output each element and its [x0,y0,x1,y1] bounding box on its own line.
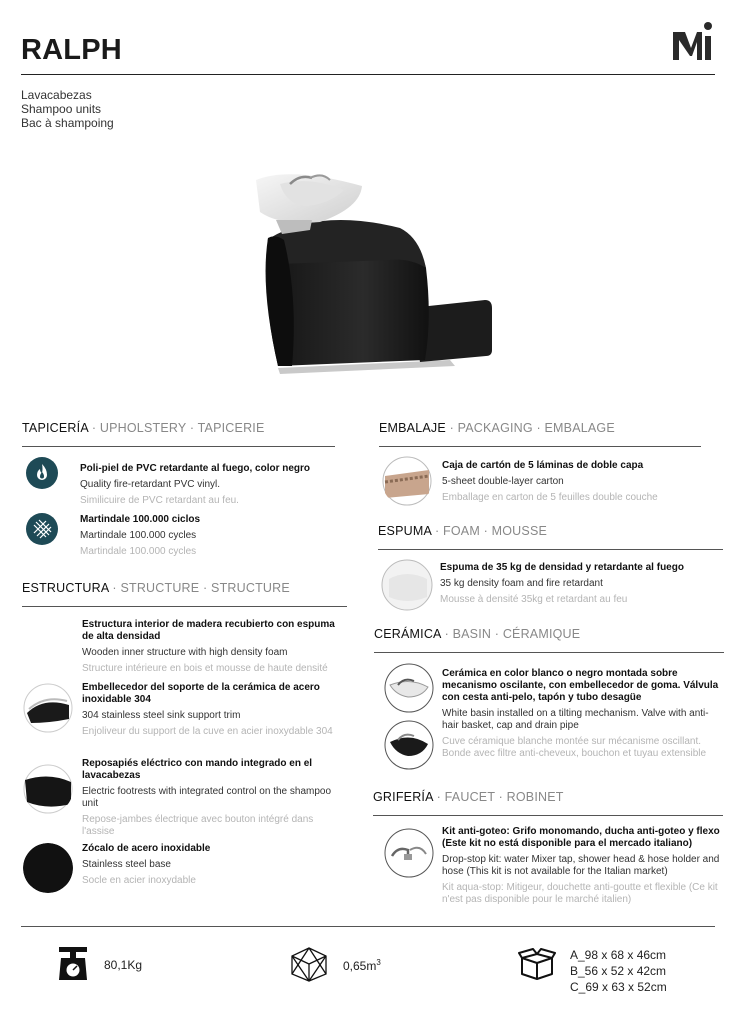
foam-fr: Mousse à densité 35kg et retardant au feu [440,594,628,605]
volume-exponent: 3 [376,958,381,967]
steel-base-es: Zócalo de acero inoxidable [82,843,211,854]
packaging-title: EMBALAJE [379,421,446,435]
upholstery-title-rest: · UPHOLSTERY · TAPICERIE [88,421,265,435]
packaging-en: 5-sheet double-layer carton [442,476,564,487]
structure-heading [22,581,290,595]
dimension-a: A_98 x 68 x 46cm [570,948,667,962]
foam-item [440,562,730,606]
footrest-thumbnail [23,764,73,814]
basin-title-rest: · BASIN · CÉRAMIQUE [440,627,581,641]
martindale-icon [26,513,58,545]
upholstery-en: Quality fire-retardant PVC vinyl. [80,479,221,490]
sink-trim-en: 304 stainless steel sink support trim [82,710,241,721]
subtitle-es: Lavacabezas [21,88,92,102]
faucet-en: Drop-stop kit: water Mixer tap, shower head & hose holder and hose (This kit is not available for the Italian market) [442,854,720,877]
structure-divider [22,606,347,607]
subtitle-en: Shampoo units [21,102,102,116]
faucet-heading [373,790,564,804]
faucet-title: GRIFERÍA [373,790,433,804]
faucet-item [442,826,724,906]
basin-es: Cerámica en color blanco o negro montada sobre mecanismo oscilante, con embellecedor de goma. Válvula con cesta anti-pelo, tapón y tubo desagüe [442,668,719,703]
packaging-fr: Emballage en carton de 5 feuilles double couche [442,492,658,503]
structure-item [82,682,344,738]
foam-heading [378,524,547,538]
structure-fr: Structure intérieure en bois et mousse de haute densité [82,663,328,674]
packaging-es: Caja de cartón de 5 láminas de doble capa [442,460,644,471]
box-dimensions-icon [518,948,556,980]
dimension-c: C_69 x 63 x 52cm [570,980,667,994]
sink-trim-fr: Enjoliveur du support de la cuve en acier inoxydable 304 [82,726,333,737]
page-title: RALPH [21,34,122,66]
footrest-es: Reposapiés eléctrico con mando integrado en el lavacabezas [82,758,313,781]
sink-trim-es: Embellecedor del soporte de la cerámica de acero inoxidable 304 [82,682,320,705]
foam-title-rest: · FOAM · MOUSSE [431,524,548,538]
structure-item [82,758,344,838]
carton-thumbnail [382,456,432,506]
structure-es: Estructura interior de madera recubierto con espuma de alta densidad [82,619,335,642]
packaging-heading [379,421,615,435]
basin-heading [374,627,580,641]
header-divider [21,74,715,75]
faucet-fr: Kit aqua-stop: Mitigeur, douchette anti-goutte et flexible (Ce kit n'est pas disponible pour le marché italien) [442,882,718,905]
product-image [250,168,498,383]
volume-number: 0,65m [343,959,377,973]
basin-en: White basin installed on a tilting mechanism. Valve with anti-hair basket, cap and drain pipe [442,708,709,731]
sink-trim-thumbnail [23,683,73,733]
martindale-es: Martindale 100.000 ciclos [80,514,201,525]
basin-fr: Cuve céramique blanche montée sur mécanisme oscillant. Bonde avec filtre anti-cheveux, bouchon et tuyau extensible [442,736,707,759]
packaging-title-rest: · PACKAGING · EMBALAGE [445,421,615,435]
basin-title: CERÁMICA [374,627,441,641]
martindale-en: Martindale 100.000 cycles [80,530,197,541]
brand-logo [671,20,715,64]
upholstery-fr: Similicuire de PVC retardant au feu. [80,495,239,506]
packaging-divider [379,446,701,447]
martindale-fr: Martindale 100.000 cycles [80,546,197,557]
foam-thumbnail [381,559,433,611]
dimension-b: B_56 x 52 x 42cm [570,964,667,978]
faucet-title-rest: · FAUCET · ROBINET [432,790,564,804]
weight-value: 80,1Kg [104,958,143,972]
dimensions-list [570,947,667,995]
upholstery-item [80,514,340,558]
packaging-item [442,460,722,504]
foam-es: Espuma de 35 kg de densidad y retardante al fuego [440,562,684,573]
upholstery-title: TAPICERÍA [22,421,89,435]
upholstery-divider [22,446,335,447]
upholstery-heading [22,421,265,435]
steel-base-fr: Socle en acier inoxydable [82,875,196,886]
black-basin-thumbnail [384,720,434,770]
weight-scale-icon [58,946,88,982]
upholstery-item [80,463,340,507]
foam-title: ESPUMA [378,524,432,538]
white-basin-thumbnail [384,663,434,713]
foam-divider [378,549,723,550]
structure-item [82,619,344,675]
faucet-divider [373,815,723,816]
faucet-es: Kit anti-goteo: Grifo monomando, ducha anti-goteo y flexo (Este kit no está disponible para el mercado italiano) [442,826,720,849]
upholstery-es: Poli-piel de PVC retardante al fuego, color negro [80,463,311,474]
footrest-fr: Repose-jambes électrique avec bouton intégré dans l'assise [82,814,314,837]
basin-divider [374,652,724,653]
structure-title: ESTRUCTURA [22,581,109,595]
footer-divider [21,926,715,927]
foam-en: 35 kg density foam and fire retardant [440,578,603,589]
volume-cube-icon [290,946,328,982]
product-type [21,88,114,130]
steel-base-thumbnail [23,843,73,893]
faucet-thumbnail [384,828,434,878]
steel-base-en: Stainless steel base [82,859,171,870]
basin-item [442,668,724,760]
footrest-en: Electric footrests with integrated control on the shampoo unit [82,786,332,809]
structure-item [82,843,344,887]
fire-icon [26,457,58,489]
structure-title-rest: · STRUCTURE · STRUCTURE [108,581,290,595]
volume-value [343,958,381,973]
subtitle-fr: Bac à shampoing [21,116,114,130]
structure-en: Wooden inner structure with high density foam [82,647,288,658]
